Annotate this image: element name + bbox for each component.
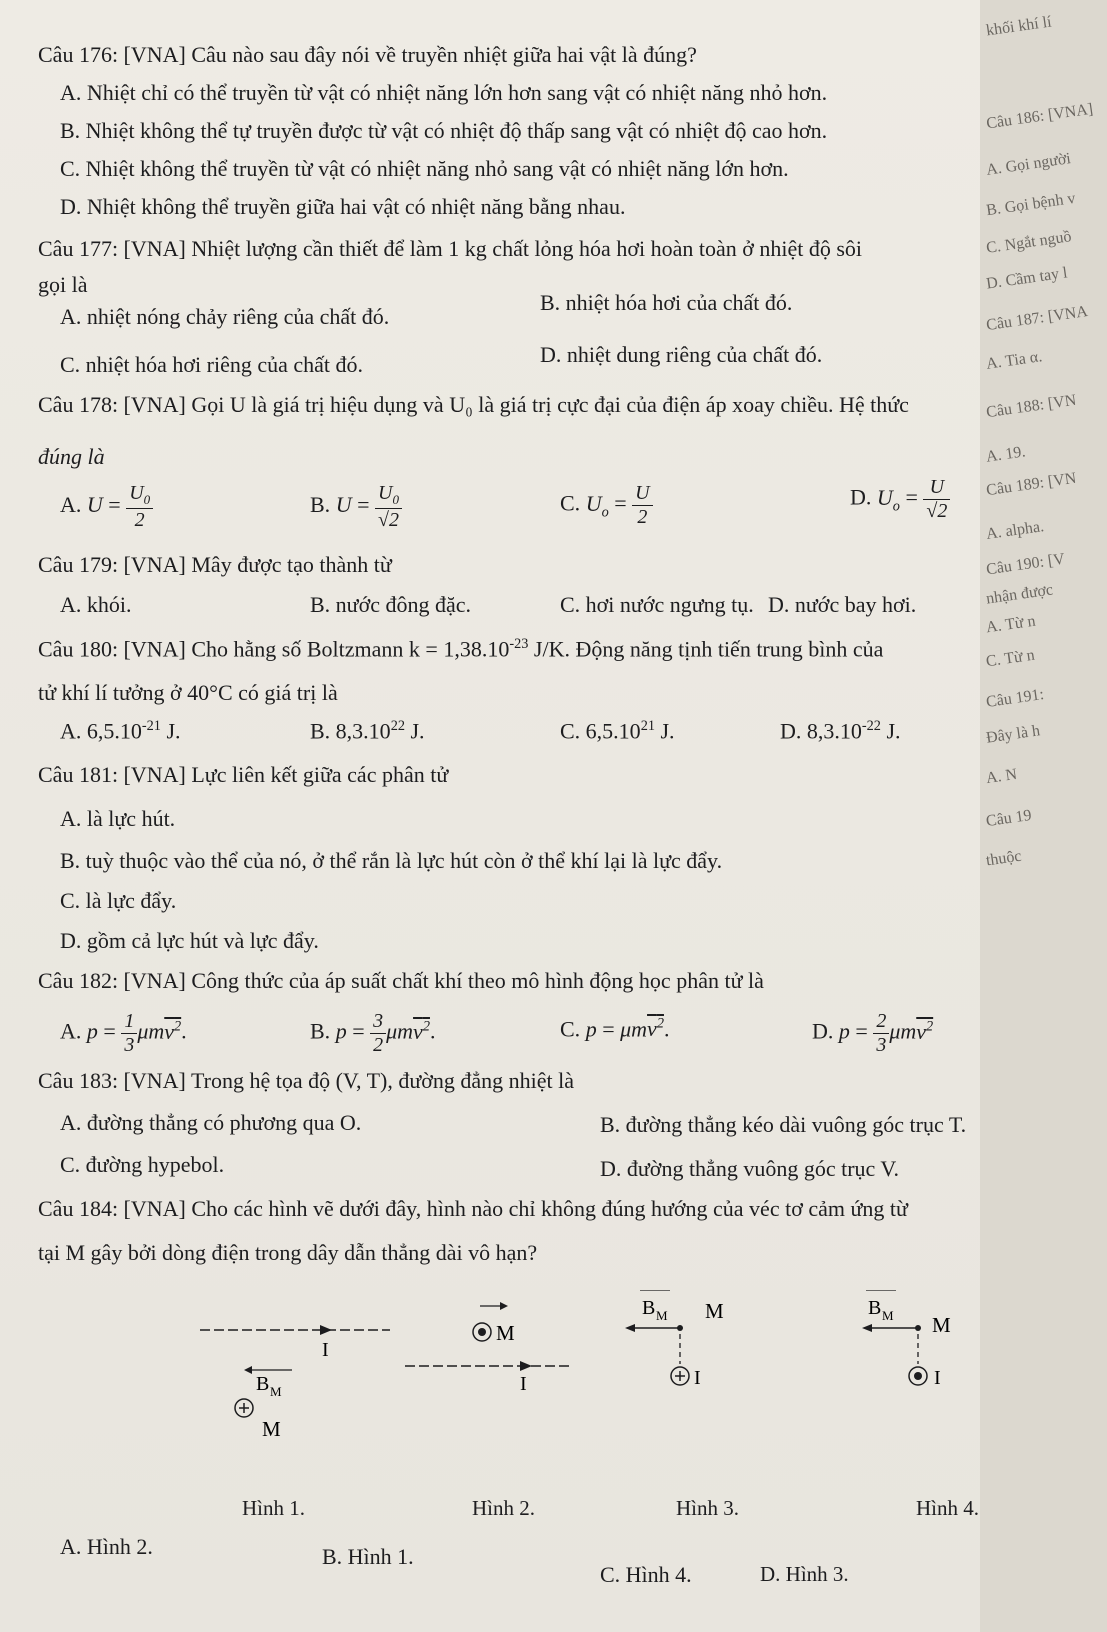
q180-b-unit: J. xyxy=(404,718,425,744)
q183-option-d: D. đường thẳng vuông góc trục V. xyxy=(600,1156,899,1181)
q180-option-c xyxy=(560,718,675,744)
figure-1-label-m: M xyxy=(262,1417,281,1441)
q179-title: Câu 179: [VNA] Mây được tạo thành từ xyxy=(38,552,392,577)
q182-option-d: D. p = $\frac{2}{3}$ μmv$^2$ xyxy=(812,1010,934,1056)
q180-title-cont: tử khí lí tưởng ở 40°C có giá trị là xyxy=(38,680,338,705)
margin-text-19: A. N xyxy=(984,765,1019,788)
q180-c-exp: 21 xyxy=(640,718,655,734)
q179-option-a: A. khói. xyxy=(60,592,132,617)
margin-text-2: Câu 186: [VNA] xyxy=(985,100,1095,133)
q180-title-post: J/K. Động năng tịnh tiến trung bình của xyxy=(528,636,884,662)
q184-figures xyxy=(180,1290,980,1530)
q176-option-d: D. Nhiệt không thể truyền giữa hai vật có nhiệt năng bằng nhau. xyxy=(60,194,626,219)
q182-option-c: C. p = μmv$^2$. xyxy=(560,1016,670,1042)
figure-1-diagram xyxy=(200,1325,390,1441)
figure-3-label-b: B xyxy=(642,1297,656,1319)
q179-option-c: C. hơi nước ngưng tụ. xyxy=(560,592,754,617)
figure-1-label-bsub: M xyxy=(270,1384,282,1399)
q180-title-exp: -23 xyxy=(509,636,529,652)
figure-4-label-bsub: M xyxy=(882,1308,894,1323)
adjacent-page-edge xyxy=(980,0,1107,1632)
margin-text-15: A. Từ n xyxy=(984,612,1037,637)
margin-text-16: C. Từ n xyxy=(984,646,1036,671)
q176-title: Câu 176: [VNA] Câu nào sau đây nói về truyền nhiệt giữa hai vật là đúng? xyxy=(38,42,697,67)
margin-text-21: thuộc xyxy=(984,847,1023,870)
q178-option-d: D. $U_o$ = $\frac{U}{√2}$ xyxy=(850,476,950,523)
figure-1-label-i: I xyxy=(322,1339,329,1361)
margin-text-13: Câu 190: [V xyxy=(985,550,1066,579)
q184-option-c: C. Hình 4. xyxy=(600,1562,692,1587)
q181-option-b: B. tuỳ thuộc vào thể của nó, ở thể rắn là lực hút còn ở thể khí lại là lực đẩy. xyxy=(60,848,723,873)
q178-title-cont: đúng là xyxy=(38,444,105,469)
q180-a-unit: J. xyxy=(160,718,181,744)
figure-2-label-i: I xyxy=(520,1373,527,1395)
q180-d-unit: J. xyxy=(880,718,901,744)
margin-text-8: A. Tia α. xyxy=(985,348,1044,373)
q177-option-c: C. nhiệt hóa hơi riêng của chất đó. xyxy=(60,352,364,377)
q180-b-exp: 22 xyxy=(390,718,405,734)
margin-text-3: A. Gọi người xyxy=(985,150,1072,179)
q182-b-label: B. xyxy=(310,1018,331,1044)
q182-title: Câu 182: [VNA] Công thức của áp suất chất khí theo mô hình động học phân tử là xyxy=(38,968,764,993)
figure-2-diagram xyxy=(405,1302,570,1395)
margin-text-17: Câu 191: xyxy=(985,686,1046,711)
q177-title: Câu 177: [VNA] Nhiệt lượng cần thiết để làm 1 kg chất lỏng hóa hơi hoàn toàn ở nhiệt độ sôi xyxy=(38,236,863,261)
q183-option-c: C. đường hypebol. xyxy=(60,1152,225,1177)
margin-text-10: A. 19. xyxy=(984,443,1027,466)
q176-option-a: A. Nhiệt chỉ có thể truyền từ vật có nhiệt năng lớn hơn sang vật có nhiệt năng nhỏ hơn. xyxy=(60,80,828,105)
q177-option-d: D. nhiệt dung riêng của chất đó. xyxy=(540,342,823,367)
margin-text-20: Câu 19 xyxy=(984,806,1033,831)
q184-option-a: A. Hình 2. xyxy=(60,1534,153,1559)
q184-title: Câu 184: [VNA] Cho các hình vẽ dưới đây, hình nào chỉ không đúng hướng của véc tơ cảm ứng từ xyxy=(38,1196,908,1221)
figure-3-caption: Hình 3. xyxy=(676,1496,739,1520)
figure-4-label-i: I xyxy=(934,1367,941,1389)
q177-option-b: B. nhiệt hóa hơi của chất đó. xyxy=(540,290,793,315)
figure-3-label-i: I xyxy=(694,1367,701,1389)
figure-3-label-bsub: M xyxy=(656,1308,668,1323)
q180-a-text: A. 6,5.10 xyxy=(60,718,142,744)
margin-text-12: A. alpha. xyxy=(985,518,1046,543)
margin-text-14: nhận được xyxy=(985,581,1055,608)
q176-option-c: C. Nhiệt không thể truyền từ vật có nhiệt năng nhỏ sang vật có nhiệt năng lớn hơn. xyxy=(60,156,789,181)
q182-a-label: A. xyxy=(60,1018,82,1044)
q180-d-exp: -22 xyxy=(861,718,881,734)
margin-text-18: Đây là h xyxy=(985,722,1042,747)
q181-title: Câu 181: [VNA] Lực liên kết giữa các phân tử xyxy=(38,762,449,787)
figure-3-label-m: M xyxy=(705,1299,724,1323)
q180-title-pre: Câu 180: [VNA] Cho hằng số Boltzmann k = 1,38.10 xyxy=(38,636,510,662)
q178-c-label: C. xyxy=(560,490,581,516)
margin-text-9: Câu 188: [VN xyxy=(985,391,1078,422)
margin-text-1: khối khí lí xyxy=(985,13,1053,40)
q181-option-c: C. là lực đẩy. xyxy=(60,888,177,913)
q178-option-c: C. $U_o$ = $\frac{U}{2}$ xyxy=(560,482,653,529)
q184-title-cont: tại M gây bởi dòng điện trong dây dẫn thẳng dài vô hạn? xyxy=(38,1240,538,1265)
q179-option-b: B. nước đông đặc. xyxy=(310,592,472,617)
figure-1-caption: Hình 1. xyxy=(242,1496,305,1520)
q183-option-a: A. đường thẳng có phương qua O. xyxy=(60,1110,362,1135)
figure-4-label-m: M xyxy=(932,1313,951,1337)
q176-option-b: B. Nhiệt không thể tự truyền được từ vật có nhiệt độ thấp sang vật có nhiệt độ cao hơn. xyxy=(60,118,828,143)
q180-d-text: D. 8,3.10 xyxy=(780,718,862,744)
q180-title xyxy=(38,636,883,662)
q184-option-d: D. Hình 3. xyxy=(760,1562,849,1586)
margin-text-5: C. Ngắt nguồ xyxy=(985,228,1073,257)
figure-2-caption: Hình 2. xyxy=(472,1496,535,1520)
q180-c-text: C. 6,5.10 xyxy=(560,718,641,744)
q184-option-b: B. Hình 1. xyxy=(322,1544,414,1569)
q177-title-cont: gọi là xyxy=(38,272,88,297)
q180-a-exp: -21 xyxy=(141,718,161,734)
margin-text-4: B. Gọi bệnh v xyxy=(985,189,1077,220)
q178-d-label: D. xyxy=(850,484,872,510)
q180-option-b xyxy=(310,718,425,744)
q180-b-text: B. 8,3.10 xyxy=(310,718,391,744)
figure-2-label-m: M xyxy=(496,1321,515,1345)
q180-c-unit: J. xyxy=(654,718,675,744)
figure-4-diagram xyxy=(862,1290,951,1389)
margin-text-6: D. Cầm tay l xyxy=(985,264,1069,293)
q178-b-label: B. xyxy=(310,492,331,518)
figure-1-label-b: B xyxy=(256,1373,270,1395)
q180-option-a xyxy=(60,718,181,744)
q178-option-b: B. U = $\frac{U_0}{√2}$ xyxy=(310,482,402,532)
q178-option-a: A. U = $\frac{U_0}{2}$ xyxy=(60,482,153,532)
q178-a-label: A. xyxy=(60,492,82,518)
q182-option-a: A. p = $\frac{1}{3}$ μmv$^2$. xyxy=(60,1010,187,1056)
q177-option-a: A. nhiệt nóng chảy riêng của chất đó. xyxy=(60,304,390,329)
q181-option-d: D. gồm cả lực hút và lực đẩy. xyxy=(60,928,319,953)
q179-option-d: D. nước bay hơi. xyxy=(768,592,917,617)
figure-3-diagram xyxy=(625,1290,724,1389)
figure-4-caption: Hình 4. xyxy=(916,1496,979,1520)
q183-option-b: B. đường thẳng kéo dài vuông góc trục T. xyxy=(600,1112,967,1137)
q180-option-d xyxy=(780,718,901,744)
q178-title: Câu 178: [VNA] Gọi U là giá trị hiệu dụng và U₀ là giá trị cực đại của điện áp xoay chiều. Hệ thức xyxy=(38,392,909,417)
q182-d-label: D. xyxy=(812,1018,834,1044)
margin-text-11: Câu 189: [VN xyxy=(985,469,1078,500)
q183-title: Câu 183: [VNA] Trong hệ tọa độ (V, T), đường đẳng nhiệt là xyxy=(38,1068,575,1093)
figure-4-label-b: B xyxy=(868,1297,882,1319)
q182-option-b: B. p = $\frac{3}{2}$ μmv$^2$. xyxy=(310,1010,436,1056)
margin-text-7: Câu 187: [VNA xyxy=(985,302,1089,335)
q181-option-a: A. là lực hút. xyxy=(60,806,176,831)
q182-c-label: C. xyxy=(560,1016,581,1042)
